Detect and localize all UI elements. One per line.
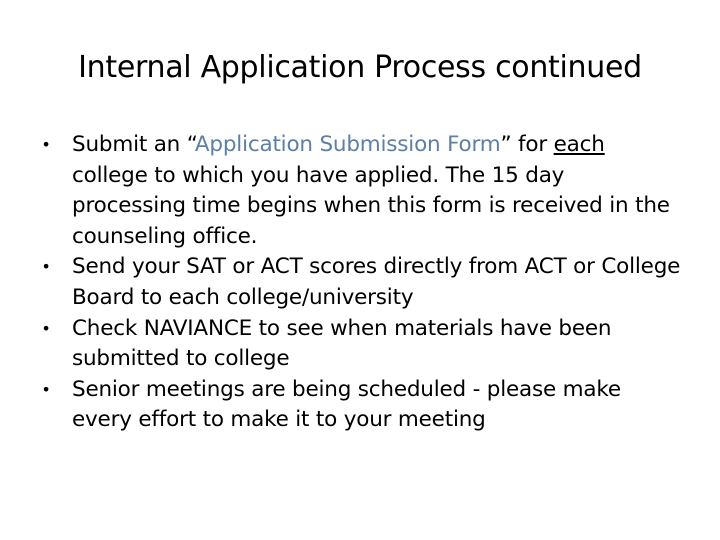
bullet-icon: • [41, 257, 51, 277]
bullet-icon: • [41, 379, 51, 399]
bullet-text: Senior meetings are being scheduled - please make every effort to make it to your meeting [72, 376, 621, 433]
bullet-list [36, 130, 684, 436]
slide-title: Internal Application Process continued [78, 50, 642, 85]
bullet-text: Check NAVIANCE to see when materials have been submitted to college [72, 315, 612, 372]
bullet-icon: • [41, 318, 51, 338]
bullet-item-naviance [36, 314, 684, 375]
bullet-item-senior-meetings [36, 375, 684, 436]
bullet-item-scores [36, 252, 684, 313]
bullet-text: Send your SAT or ACT scores directly from ACT or College Board to each college/university [72, 254, 681, 310]
bullet-text-post: ” for [500, 132, 554, 157]
application-form-link[interactable]: Application Submission Form [194, 132, 501, 157]
each-emphasis: each [553, 132, 605, 157]
bullet-text-rest: college to which you have applied. The 15 day processing time begins when this form is received in the counseling office. [72, 162, 670, 249]
bullet-text-pre: Submit an “ [72, 132, 195, 157]
bullet-item-application-form [36, 130, 684, 252]
bullet-icon: • [41, 135, 51, 154]
